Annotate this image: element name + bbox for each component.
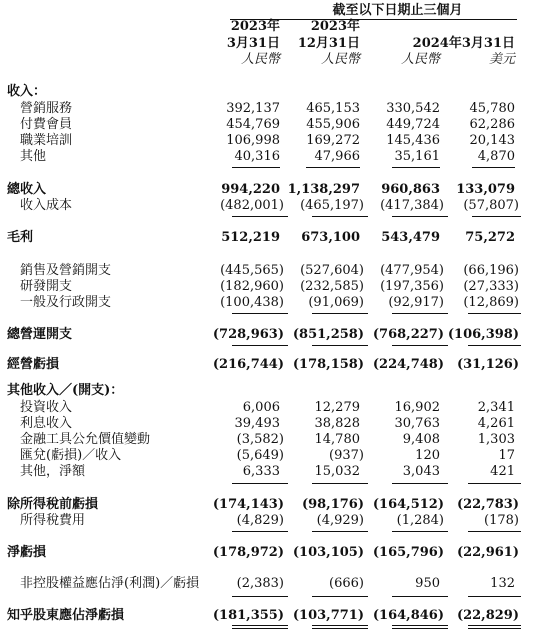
row-label-gross-profit: 毛利 — [7, 230, 34, 245]
subtotal-rule — [312, 216, 368, 217]
row-label: 付費會員 — [20, 117, 73, 132]
cell-col4: (178) — [484, 513, 519, 528]
cell-col1: (3,582) — [236, 432, 284, 447]
cell-col1: (4,829) — [236, 513, 284, 528]
cell-col2: 169,272 — [306, 133, 360, 148]
cell-col2: (851,258) — [292, 327, 364, 342]
cell-col1: 512,219 — [221, 230, 280, 245]
cell-col1: 392,137 — [226, 101, 280, 116]
row-label-revenue-header: 收入： — [7, 84, 47, 99]
cell-col2: (937) — [329, 448, 364, 463]
subtotal-rule — [392, 313, 448, 314]
cell-col3: (768,227) — [372, 327, 444, 342]
cell-col4: 62,286 — [469, 117, 515, 132]
row-label: 其他，淨額 — [20, 464, 86, 479]
row-label: 投資收入 — [20, 400, 73, 415]
cell-col3: (224,748) — [372, 357, 444, 372]
cell-col4: 4,261 — [477, 416, 515, 431]
row-label-total-opex: 總營運開支 — [7, 327, 73, 342]
row-label-attributable-net-loss: 知乎股東應佔淨虧損 — [7, 608, 125, 623]
cell-col4: 132 — [490, 576, 515, 591]
subtotal-rule — [468, 531, 521, 532]
subtotal-rule — [392, 531, 448, 532]
cell-col1: (2,383) — [236, 576, 284, 591]
cell-col4: (12,869) — [463, 295, 519, 310]
row-label: 匯兌(虧損)／收入 — [20, 448, 122, 463]
cell-col1: (181,355) — [212, 608, 284, 623]
subtotal-rule — [468, 596, 521, 597]
cell-col4: (31,126) — [456, 357, 519, 372]
cell-col1: 106,998 — [226, 133, 280, 148]
cell-col2: (232,585) — [300, 279, 364, 294]
cell-col4: (57,807) — [463, 198, 519, 213]
col1-currency: 人民幣 — [240, 52, 280, 67]
subtotal-rule — [232, 345, 288, 346]
subtotal-rule — [472, 216, 521, 217]
col1-year: 2023年 — [230, 19, 280, 34]
total-double-rule — [392, 625, 448, 629]
cell-col1: 6,006 — [242, 400, 280, 415]
cell-col3: 120 — [415, 448, 440, 463]
cell-col4: (66,196) — [463, 263, 519, 278]
subtotal-rule — [232, 216, 288, 217]
subtotal-rule — [232, 313, 288, 314]
row-label: 其他 — [20, 149, 47, 164]
cell-col3: 449,724 — [386, 117, 440, 132]
cell-col3: 9,408 — [402, 432, 440, 447]
subtotal-rule — [392, 596, 448, 597]
subtotal-rule — [312, 483, 368, 484]
row-label-loss-before-tax: 除所得稅前虧損 — [7, 497, 99, 512]
subtotal-rule — [306, 167, 360, 168]
subtotal-rule — [312, 596, 368, 597]
cell-col4: 75,272 — [465, 230, 515, 245]
cell-col2: 38,828 — [314, 416, 360, 431]
cell-col1: (5,649) — [236, 448, 284, 463]
col2-currency: 人民幣 — [320, 52, 360, 67]
cell-col3: (477,954) — [380, 263, 444, 278]
cell-col2: (91,069) — [308, 295, 364, 310]
subtotal-rule — [472, 167, 515, 168]
subtotal-rule — [392, 167, 440, 168]
cell-col3: (1,284) — [396, 513, 444, 528]
cell-col4: 17 — [498, 448, 515, 463]
subtotal-rule — [392, 216, 448, 217]
cell-col2: 455,906 — [306, 117, 360, 132]
col1-date: 3月31日 — [226, 36, 280, 51]
period-header: 截至以下日期止三個月 — [332, 3, 463, 18]
cell-col3: 950 — [415, 576, 440, 591]
cell-col2: 14,780 — [314, 432, 360, 447]
cell-col2: (527,604) — [300, 263, 364, 278]
cell-col3: (92,917) — [388, 295, 444, 310]
cell-col4: (27,333) — [463, 279, 519, 294]
col34-date: 2024年3月31日 — [412, 36, 515, 51]
row-label-operating-loss: 經營虧損 — [7, 357, 60, 372]
cell-col2: (103,771) — [292, 608, 364, 623]
row-label: 研發開支 — [20, 279, 73, 294]
cell-col3: 543,479 — [381, 230, 440, 245]
cell-col3: (417,384) — [380, 198, 444, 213]
cell-col3: 145,436 — [386, 133, 440, 148]
cell-col3: 960,863 — [381, 182, 440, 197]
cell-col2: 12,279 — [314, 400, 360, 415]
cell-col3: 330,542 — [386, 101, 440, 116]
cell-col2: (666) — [329, 576, 364, 591]
row-label-other-income-header: 其他收入／(開支)： — [7, 383, 124, 398]
cell-col3: (164,512) — [372, 497, 444, 512]
col3-currency: 人民幣 — [400, 52, 440, 67]
cell-col1: (100,438) — [220, 295, 284, 310]
cell-col1: (482,001) — [220, 198, 284, 213]
cell-col2: 15,032 — [314, 464, 360, 479]
cell-col1: (445,565) — [220, 263, 284, 278]
cell-col4: 1,303 — [477, 432, 515, 447]
subtotal-rule — [468, 483, 521, 484]
cell-col1: (178,972) — [212, 545, 284, 560]
cell-col4: 133,079 — [456, 182, 515, 197]
cell-col4: 4,870 — [477, 149, 515, 164]
cell-col1: 40,316 — [234, 149, 280, 164]
subtotal-rule — [468, 345, 521, 346]
cell-col2: (178,158) — [292, 357, 364, 372]
cell-col4: 421 — [490, 464, 515, 479]
cell-col1: (216,744) — [212, 357, 284, 372]
cell-col3: 16,902 — [394, 400, 440, 415]
cell-col3: 3,043 — [402, 464, 440, 479]
total-double-rule — [232, 625, 288, 629]
cell-col1: (728,963) — [212, 327, 284, 342]
total-double-rule — [468, 625, 521, 629]
row-label: 所得稅費用 — [20, 513, 86, 528]
cell-col2: 47,966 — [314, 149, 360, 164]
cell-col4: 20,143 — [469, 133, 515, 148]
cell-col4: (22,961) — [456, 545, 519, 560]
cell-col1: (182,960) — [220, 279, 284, 294]
cell-col2: (98,176) — [301, 497, 364, 512]
row-label: 利息收入 — [20, 416, 73, 431]
cell-col2: 1,138,297 — [287, 182, 360, 197]
subtotal-rule — [392, 345, 448, 346]
subtotal-rule — [312, 345, 368, 346]
row-label: 營銷服務 — [20, 101, 73, 116]
subtotal-rule — [312, 531, 368, 532]
row-label-total-revenue: 總收入 — [7, 182, 47, 197]
subtotal-rule — [232, 167, 280, 168]
cell-col1: 39,493 — [234, 416, 280, 431]
cell-col4: 45,780 — [469, 101, 515, 116]
cell-col1: 6,333 — [242, 464, 280, 479]
cell-col4: 2,341 — [477, 400, 515, 415]
cell-col3: 35,161 — [394, 149, 440, 164]
cell-col3: (164,846) — [372, 608, 444, 623]
row-label: 銷售及營銷開支 — [20, 263, 112, 278]
subtotal-rule — [312, 313, 368, 314]
row-label: 收入成本 — [20, 198, 73, 213]
subtotal-rule — [232, 531, 288, 532]
cell-col2: (103,105) — [292, 545, 364, 560]
cell-col4: (22,829) — [456, 608, 519, 623]
subtotal-rule — [392, 483, 448, 484]
col2-year: 2023年 — [310, 19, 360, 34]
row-label: 金融工具公允價值變動 — [20, 432, 151, 447]
cell-col3: 30,763 — [394, 416, 440, 431]
subtotal-rule — [232, 483, 288, 484]
cell-col3: (165,796) — [372, 545, 444, 560]
cell-col4: (22,783) — [456, 497, 519, 512]
row-label-net-loss: 淨虧損 — [7, 545, 47, 560]
cell-col2: 465,153 — [306, 101, 360, 116]
row-label-noncontrolling: 非控股權益應佔淨(利潤)／虧損 — [20, 576, 200, 591]
cell-col2: 673,100 — [301, 230, 360, 245]
cell-col3: (197,356) — [380, 279, 444, 294]
col4-currency: 美元 — [488, 52, 515, 67]
subtotal-rule — [468, 313, 521, 314]
cell-col2: (465,197) — [300, 198, 364, 213]
row-label: 職業培訓 — [20, 133, 73, 148]
cell-col1: 994,220 — [221, 182, 280, 197]
subtotal-rule — [232, 596, 288, 597]
cell-col4: (106,398) — [447, 327, 519, 342]
row-label: 一般及行政開支 — [20, 295, 112, 310]
col2-date: 12月31日 — [297, 36, 360, 51]
cell-col1: 454,769 — [226, 117, 280, 132]
cell-col1: (174,143) — [212, 497, 284, 512]
cell-col2: (4,929) — [316, 513, 364, 528]
total-double-rule — [312, 625, 368, 629]
